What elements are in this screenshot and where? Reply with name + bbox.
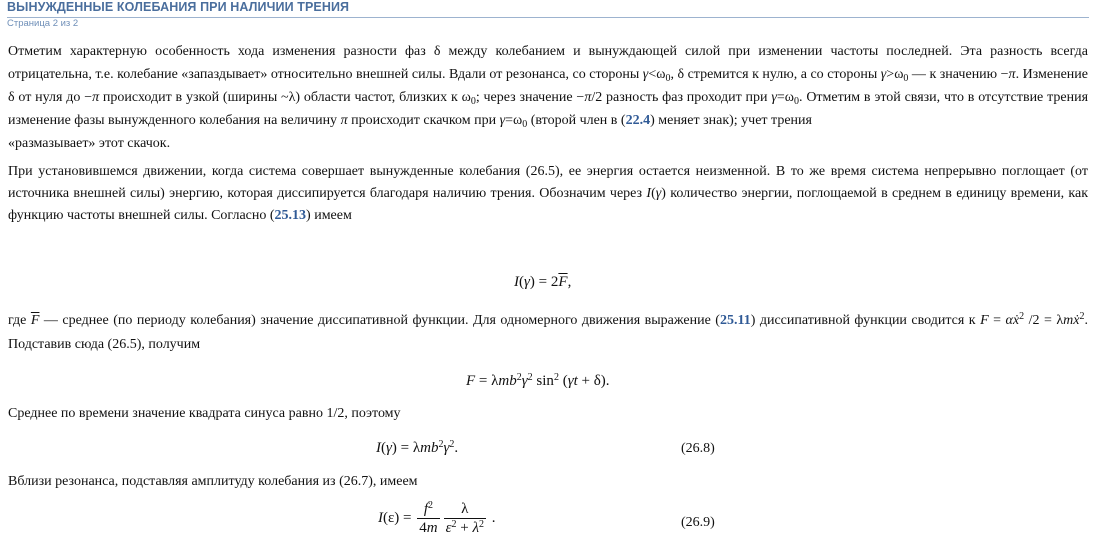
link-eq-25-13[interactable]: 25.13 [274,208,307,223]
formula-i-gamma-2f: $I(\gamma) = 2\overline{F}$, [514,274,572,290]
page-indicator: Страница 2 из 2 [7,18,79,29]
link-eq-25-11[interactable]: 25.11 [719,313,751,328]
paragraph-dissipative: где $\overline{F}$ — среднее (по периоду колебания) значение диссипативной функции. Для одномерного движения выражение (25.11) диссипативной функции сводится к F = αẋ$^2$ /2 = λmẋ$^2$. Подставив сюда (26.5), получим [8,311,1088,352]
paragraph-dissipative-wrap [8,309,1088,357]
paragraph-energy-absorption: При установившемся движении, когда система совершает вынужденные колебания (26.5), ее энергия остается неизменной. В то же время система непрерывно поглощает (от источника внешней силы) энергию, которая диссипируется благодаря наличию трения. Обозначим через I(γ) количество энергии, поглощаемой в среднем в единицу времени, как функцию частоты внешней силы. Согласно (25.13) имеем [8,164,1088,223]
section-title: ВЫНУЖДЕННЫЕ КОЛЕБАНИЯ ПРИ НАЛИЧИИ ТРЕНИЯ [7,0,350,14]
formula-26-8: $I(\gamma) = \lambda mb^2\gamma^2$. [376,439,459,456]
fraction-f2-4m: $\frac{f^2}{4m}$ [419,500,438,536]
paragraph-phase-difference: Отметим характерную особенность хода изменения разности фаз δ между колебанием и вынуждающей силой при изменении частоты последней. Эта разность всегда отрицательна, т.е. колебание «запаздывает» относительно внешней силы. Вдали от резонанса, со стороны $\gamma<\omega_0$, δ стремится к нулю, а со стороны $\gamma>\omega_0$ — к значению −π. Изменение δ от нуля до −π происходит в узкой (ширины ~λ) области частот, близких к $\omega_0$; через значение −π/2 разность фаз проходит при $\gamma=\omega_0$. Отметим в этой связи, что в отсутствие трения изменение фазы вынужденного колебания на величину π происходит скачком при $\gamma=\omega_0$ (второй член в (22.4) меняет знак); учет трения «размазывает» этот скачок. [8,44,1089,151]
document-body [8,40,1088,227]
page-header [7,0,1089,18]
text-near-resonance: Вблизи резонанса, подставляя амплитуду колебания из (26.7), имеем [8,474,418,489]
equation-number-26-8: (26.8) [681,441,715,456]
fraction-lambda: $\frac{\lambda}{\varepsilon^2 + \lambda^2}$ [445,501,484,536]
formula-26-9: I(ε) = $\frac{f^2}{4m}$ $\frac{\lambda}{\varepsilon^2 + \lambda^2}$ . [378,500,496,536]
link-eq-22-4[interactable]: 22.4 [625,113,651,128]
formula-f-sin2: $F = \lambda mb^2\gamma^2$ $\sin^2 (\gamma t + \delta)$. [466,372,610,389]
text-mean-sin2: Среднее по времени значение квадрата синуса равно 1/2, поэтому [8,406,401,421]
equation-number-26-9: (26.9) [681,515,715,530]
